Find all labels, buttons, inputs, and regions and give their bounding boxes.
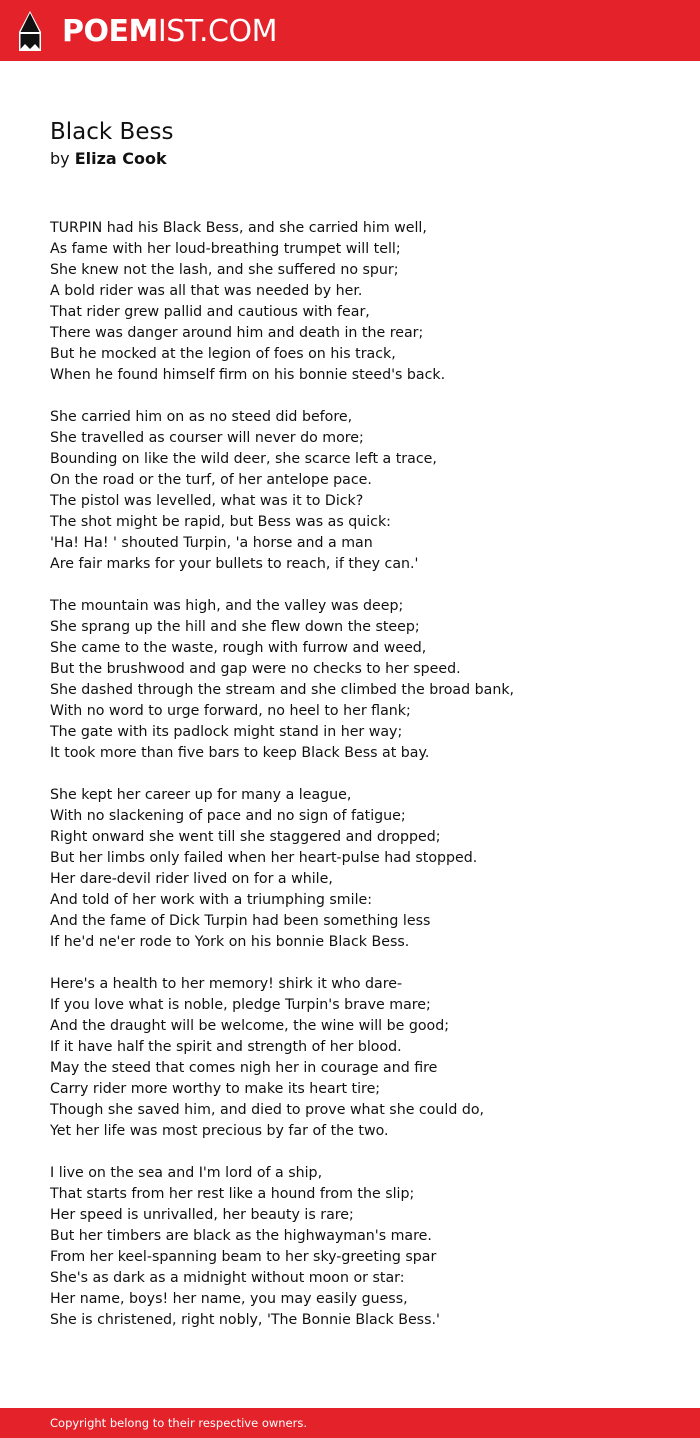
poem-line: The shot might be rapid, but Bess was as quick: <box>50 514 391 530</box>
poem-line: And told of her work with a triumphing smile: <box>50 892 373 908</box>
pencil-icon[interactable] <box>17 10 43 52</box>
poem-author: Eliza Cook <box>74 149 167 168</box>
poem-stanza <box>50 596 670 764</box>
poem-line: But her limbs only failed when her heart-pulse had stopped. <box>50 850 478 866</box>
poem-stanza <box>50 218 670 386</box>
poem-line: Are fair marks for your bullets to reach, if they can.' <box>50 556 419 572</box>
poem-stanza <box>50 974 670 1142</box>
poem-line: If it have half the spirit and strength of her blood. <box>50 1039 402 1055</box>
poem-line: That starts from her rest like a hound from the slip; <box>50 1186 415 1202</box>
poem-line: But the brushwood and gap were no checks to her speed. <box>50 661 461 677</box>
poem-line: But her timbers are black as the highwayman's mare. <box>50 1228 432 1244</box>
by-label: by <box>50 149 70 168</box>
poem-line: On the road or the turf, of her antelope pace. <box>50 472 372 488</box>
poem-line: Carry rider more worthy to make its heart tire; <box>50 1081 381 1097</box>
logo-light-part: IST.COM <box>157 14 277 49</box>
poem-line: She kept her career up for many a league, <box>50 787 352 803</box>
poem-line: She carried him on as no steed did before, <box>50 409 353 425</box>
poem-line: With no slackening of pace and no sign of fatigue; <box>50 808 406 824</box>
poem-line: She sprang up the hill and she flew down the steep; <box>50 619 420 635</box>
poem-line: That rider grew pallid and cautious with fear, <box>50 304 370 320</box>
poem-line: Right onward she went till she staggered and dropped; <box>50 829 441 845</box>
site-logo[interactable] <box>62 12 277 52</box>
poem-line: If he'd ne'er rode to York on his bonnie Black Bess. <box>50 934 410 950</box>
poem-line: May the steed that comes nigh her in courage and fire <box>50 1060 438 1076</box>
poem-line: And the draught will be welcome, the wine will be good; <box>50 1018 450 1034</box>
poem-line: When he found himself firm on his bonnie steed's back. <box>50 367 446 383</box>
poem-line: Though she saved him, and died to prove what she could do, <box>50 1102 485 1118</box>
poem-line: But he mocked at the legion of foes on his track, <box>50 346 396 362</box>
poem-stanza <box>50 785 670 953</box>
poem-line: Yet her life was most precious by far of the two. <box>50 1123 389 1139</box>
poem-line: She travelled as courser will never do more; <box>50 430 364 446</box>
poem-line: She is christened, right nobly, 'The Bonnie Black Bess.' <box>50 1312 440 1328</box>
poem-line: With no word to urge forward, no heel to her flank; <box>50 703 411 719</box>
copyright-text: Copyright belong to their respective owners. <box>50 1416 308 1430</box>
poem-line: As fame with her loud-breathing trumpet will tell; <box>50 241 401 257</box>
poem-line: She knew not the lash, and she suffered no spur; <box>50 262 399 278</box>
poem-line: TURPIN had his Black Bess, and she carried him well, <box>50 220 427 236</box>
poem-line: I live on the sea and I'm lord of a ship, <box>50 1165 323 1181</box>
poem-line: The mountain was high, and the valley was deep; <box>50 598 404 614</box>
poem-line: Her speed is unrivalled, her beauty is rare; <box>50 1207 354 1223</box>
poem-stanza <box>50 1163 670 1331</box>
poem-body <box>50 218 670 1352</box>
poem-line: Bounding on like the wild deer, she scarce left a trace, <box>50 451 437 467</box>
poem-line: It took more than five bars to keep Black Bess at bay. <box>50 745 430 761</box>
poem-line: There was danger around him and death in the rear; <box>50 325 424 341</box>
poem-line: If you love what is noble, pledge Turpin's brave mare; <box>50 997 431 1013</box>
poem-line: A bold rider was all that was needed by her. <box>50 283 363 299</box>
site-footer <box>0 1408 700 1438</box>
poem-byline <box>50 148 167 170</box>
poem-line: The gate with its padlock might stand in her way; <box>50 724 403 740</box>
poem-line: And the fame of Dick Turpin had been something less <box>50 913 431 929</box>
logo-bold-part: POEM <box>62 14 158 49</box>
poem-line: Her name, boys! her name, you may easily guess, <box>50 1291 408 1307</box>
site-header <box>0 0 700 61</box>
poem-line: The pistol was levelled, what was it to Dick? <box>50 493 364 509</box>
poem-line: From her keel-spanning beam to her sky-greeting spar <box>50 1249 437 1265</box>
poem-line: She's as dark as a midnight without moon or star: <box>50 1270 405 1286</box>
poem-line: 'Ha! Ha! ' shouted Turpin, 'a horse and a man <box>50 535 373 551</box>
poem-stanza <box>50 407 670 575</box>
poem-title: Black Bess <box>50 119 174 145</box>
poem-line: Here's a health to her memory! shirk it who dare- <box>50 976 403 992</box>
poem-line: She dashed through the stream and she climbed the broad bank, <box>50 682 515 698</box>
poem-line: She came to the waste, rough with furrow and weed, <box>50 640 427 656</box>
poem-line: Her dare-devil rider lived on for a while, <box>50 871 333 887</box>
